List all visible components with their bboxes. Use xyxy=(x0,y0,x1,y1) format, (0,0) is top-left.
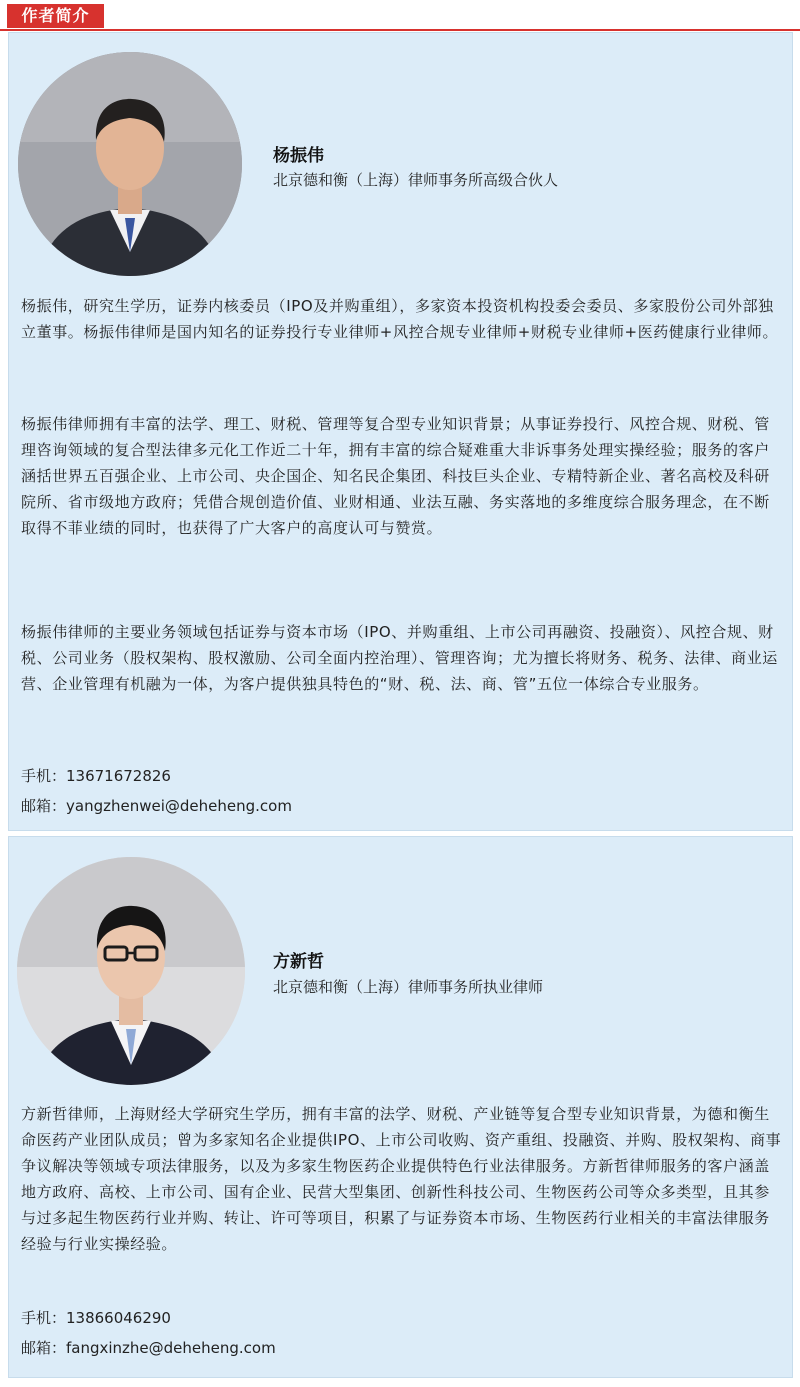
header-divider xyxy=(0,29,800,31)
author-card-fang xyxy=(8,836,793,1378)
section-header xyxy=(0,0,800,30)
email-address: 邮箱：fangxinzhe@deheheng.com xyxy=(21,1339,276,1357)
author-title: 北京德和衡（上海）律师事务所执业律师 xyxy=(273,978,544,996)
email-address: 邮箱：yangzhenwei@deheheng.com xyxy=(21,797,292,815)
author-name: 方新哲 xyxy=(273,952,324,972)
author-card-yang xyxy=(8,32,793,831)
author-photo xyxy=(18,52,242,276)
bio-paragraph: 方新哲律师，上海财经大学研究生学历，拥有丰富的法学、财税、产业链等复合型专业知识背景，为德和衡生命医药产业团队成员；曾为多家知名企业提供IPO、上市公司收购、资产重组、投融资、并购、股权架构、商事争议解决等领域专项法律服务，以及为多家生物医药企业提供特色行业法律服务。方新哲律师服务的客户涵盖地方政府、高校、上市公司、国有企业、民营大型集团、创新性科技公司、生物医药公司等众多类型，且其参与过多起生物医药行业并购、转让、许可等项目，积累了与证券资本市场、生物医药行业相关的丰富法律服务经验与行业实操经验。 xyxy=(21,1105,782,1253)
author-title: 北京德和衡（上海）律师事务所高级合伙人 xyxy=(273,171,559,189)
phone-number: 手机：13866046290 xyxy=(21,1309,171,1327)
portrait-image xyxy=(17,857,245,1085)
author-photo xyxy=(17,857,245,1085)
phone-number: 手机：13671672826 xyxy=(21,767,171,785)
author-name: 杨振伟 xyxy=(273,146,324,166)
portrait-image xyxy=(18,52,242,276)
bio-paragraph: 杨振伟律师拥有丰富的法学、理工、财税、管理等复合型专业知识背景；从事证券投行、风控合规、财税、管理咨询领域的复合型法律多元化工作近二十年，拥有丰富的综合疑难重大非诉事务处理实操经验；服务的客户涵括世界五百强企业、上市公司、央企国企、知名民企集团、科技巨头企业、专精特新企业、著名高校及科研院所、省市级地方政府；凭借合规创造价值、业财相通、业法互融、务实落地的多维度综合服务理念，在不断取得不菲业绩的同时，也获得了广大客户的高度认可与赞赏。 xyxy=(21,415,770,537)
section-title: 作者简介 xyxy=(7,4,104,28)
bio-paragraph: 杨振伟律师的主要业务领域包括证券与资本市场（IPO、并购重组、上市公司再融资、投融资）、风控合规、财税、公司业务（股权架构、股权激励、公司全面内控治理）、管理咨询；尤为擅长将财务、税务、法律、商业运营、企业管理有机融为一体，为客户提供独具特色的“财、税、法、商、管”五位一体综合专业服务。 xyxy=(21,623,778,693)
bio-paragraph: 杨振伟，研究生学历，证券内核委员（IPO及并购重组），多家资本投资机构投委会委员、多家股份公司外部独立董事。杨振伟律师是国内知名的证券投行专业律师+风控合规专业律师+财税专业律师+医药健康行业律师。 xyxy=(21,297,779,341)
